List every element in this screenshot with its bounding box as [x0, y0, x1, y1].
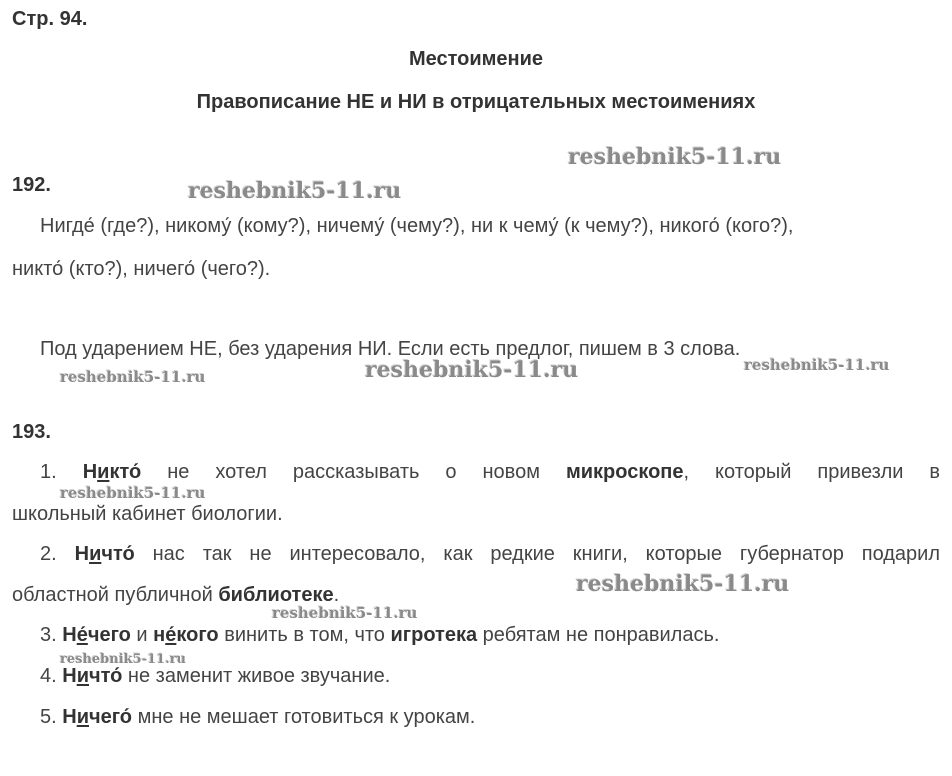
sentence-1-line-1: 1. Никто́ не хотел рассказывать о новом микроскопе, который привезли в [40, 461, 941, 483]
section-subtitle: Правописание НЕ и НИ в отрицательных местоимениях [196, 91, 756, 113]
sentence-3: 3. Не́чего и не́кого винить в том, что игротека ребятам не понравилась. [40, 624, 720, 646]
sentence-number: 1. [40, 461, 57, 483]
watermark: reshebnik5-11.ru [60, 484, 206, 502]
watermark: reshebnik5-11.ru [576, 571, 790, 597]
keyword-pronoun: не́кого [153, 624, 219, 646]
exercise-192-rule: Под ударением НЕ, без ударения НИ. Если есть предлог, пишем в 3 слова. [40, 338, 741, 360]
keyword-pronoun: Ничто́ [62, 665, 123, 687]
keyword-noun: микроскопе [565, 461, 684, 483]
exercise-192-line-2: никто́ (кто?), ничего́ (чего?). [12, 258, 271, 280]
sentence-2-line-1: 2. Ничто́ нас так не интересовало, как редкие книги, которые губернатор подарил [40, 543, 941, 565]
watermark: reshebnik5-11.ru [60, 652, 187, 667]
watermark: reshebnik5-11.ru [568, 144, 782, 170]
sentence-number: 4. [40, 665, 57, 687]
watermark: reshebnik5-11.ru [60, 368, 206, 386]
exercise-192-line-1: Нигде́ (где?), никому́ (кому?), ничему́ (чему?), ни к чему́ (к чему?), никого́ (кого?), [40, 215, 794, 237]
sentence-1-line-2: школьный кабинет биологии. [12, 503, 283, 525]
keyword-pronoun: Не́чего [62, 624, 131, 646]
watermark: reshebnik5-11.ru [188, 178, 402, 204]
sentence-number: 2. [40, 543, 57, 565]
watermark: reshebnik5-11.ru [365, 357, 579, 383]
exercise-number-192: 192. [12, 174, 51, 196]
keyword-noun: игротека [390, 624, 478, 646]
sentence-4: 4. Ничто́ не заменит живое звучание. [40, 665, 391, 687]
sentence-5: 5. Ничего́ мне не мешает готовиться к урокам. [40, 706, 476, 728]
sentence-number: 3. [40, 624, 57, 646]
page-number: Стр. 94. [12, 8, 88, 30]
sentence-number: 5. [40, 706, 57, 728]
keyword-pronoun: Никто́ [82, 461, 142, 483]
keyword-pronoun: Ничто́ [74, 543, 135, 565]
section-title: Местоимение [408, 48, 544, 70]
exercise-number-193: 193. [12, 421, 51, 443]
sentence-2-line-2: областной публичной библиотеке. [12, 584, 340, 606]
watermark: reshebnik5-11.ru [272, 604, 418, 622]
keyword-noun: библиотеке [218, 584, 334, 606]
watermark: reshebnik5-11.ru [744, 356, 890, 374]
keyword-pronoun: Ничего́ [62, 706, 133, 728]
